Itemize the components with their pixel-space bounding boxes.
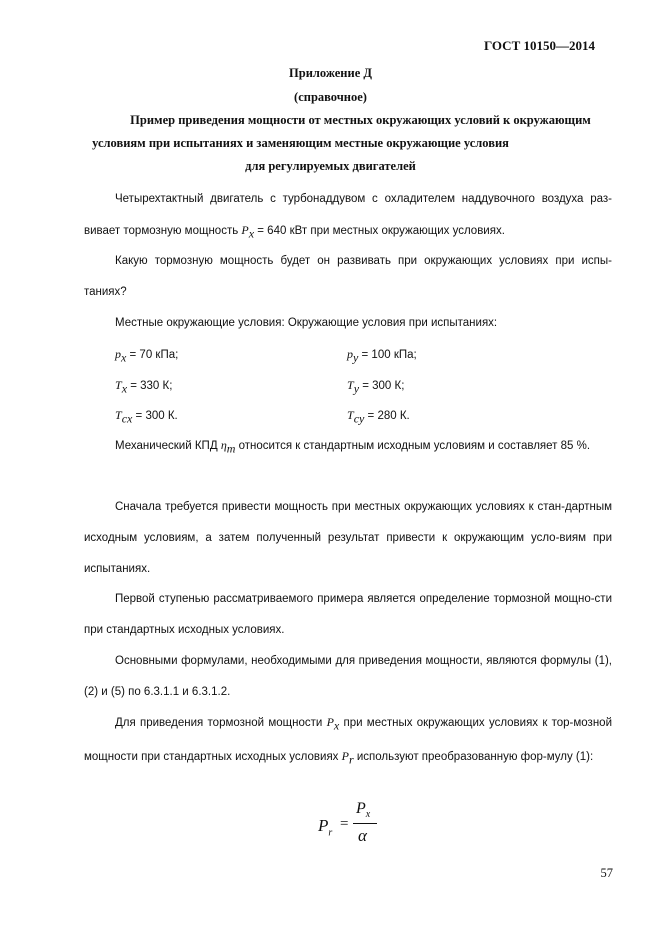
fraction-bar — [353, 823, 377, 824]
formula-denominator: α — [358, 826, 367, 845]
condition-local-coolant-temperature: $T_{cx} = 300$ К. — [115, 408, 178, 426]
paragraph-2: Какую тормозную мощность будет он развивать при окружающих условиях при испы-таниях? — [84, 255, 612, 298]
page-number: 57 — [600, 866, 613, 880]
paragraph-5: Сначала требуется привести мощность при местных окружающих условиях к стан-дартным исходным условиям, а затем полученный результат привести к окружающим усло-виям при испытаниях. — [84, 501, 612, 575]
paragraph-1: Четырехтактный двигатель с турбонаддувом с охладителем наддувочного воздуха раз-вивает тормозную мощность $P_x = 640$ кВт при местных окружающих условиях. — [84, 193, 612, 241]
condition-test-pressure: $p_y = 100$ кПа; — [347, 347, 417, 365]
paragraph-3: Местные окружающие условия: Окружающие условия при испытаниях: — [115, 317, 498, 329]
appendix-heading-line-2: условиям при испытаниях и заменяющим местные окружающие условия — [92, 136, 509, 150]
appendix-title: Приложение Д — [289, 66, 372, 80]
formula-power-correction — [318, 800, 388, 850]
condition-local-temperature: $T_x = 330$ К; — [115, 378, 173, 396]
paragraph-8: Для приведения тормозной мощности $P_x$ при местных окружающих условиях к тор-мозной мощности при стандартных исходных условиях $P_r$ используют преобразованную фор-мулу (1): — [84, 715, 612, 767]
appendix-heading-line-3: для регулируемых двигателей — [245, 159, 416, 173]
paragraph-7: Основными формулами, необходимыми для приведения мощности, являются формулы (1), (2) и (5) по 6.3.1.1 и 6.3.1.2. — [84, 655, 612, 698]
appendix-type: (справочное) — [294, 90, 367, 104]
formula-lhs: $P_r$ — [318, 816, 333, 839]
document-standard-code: ГОСТ 10150—2014 — [483, 38, 595, 53]
condition-test-temperature: $T_y = 300$ К; — [347, 378, 405, 396]
condition-local-pressure: $p_x = 70$ кПа; — [115, 347, 179, 365]
appendix-heading-line-1: Пример приведения мощности от местных окружающих условий к окружающим — [130, 113, 591, 127]
condition-test-coolant-temperature: $T_{cy} = 280$ К. — [347, 408, 410, 426]
paragraph-6: Первой ступенью рассматриваемого примера является определение тормозной мощно-сти при стандартных исходных условиях. — [84, 593, 612, 636]
formula-equals: = — [340, 816, 349, 832]
formula-numerator: $P_x$ — [356, 800, 371, 821]
paragraph-4: Механический КПД $\eta_m$ относится к стандартным исходным условиям и составляет 85 %. — [115, 438, 591, 456]
